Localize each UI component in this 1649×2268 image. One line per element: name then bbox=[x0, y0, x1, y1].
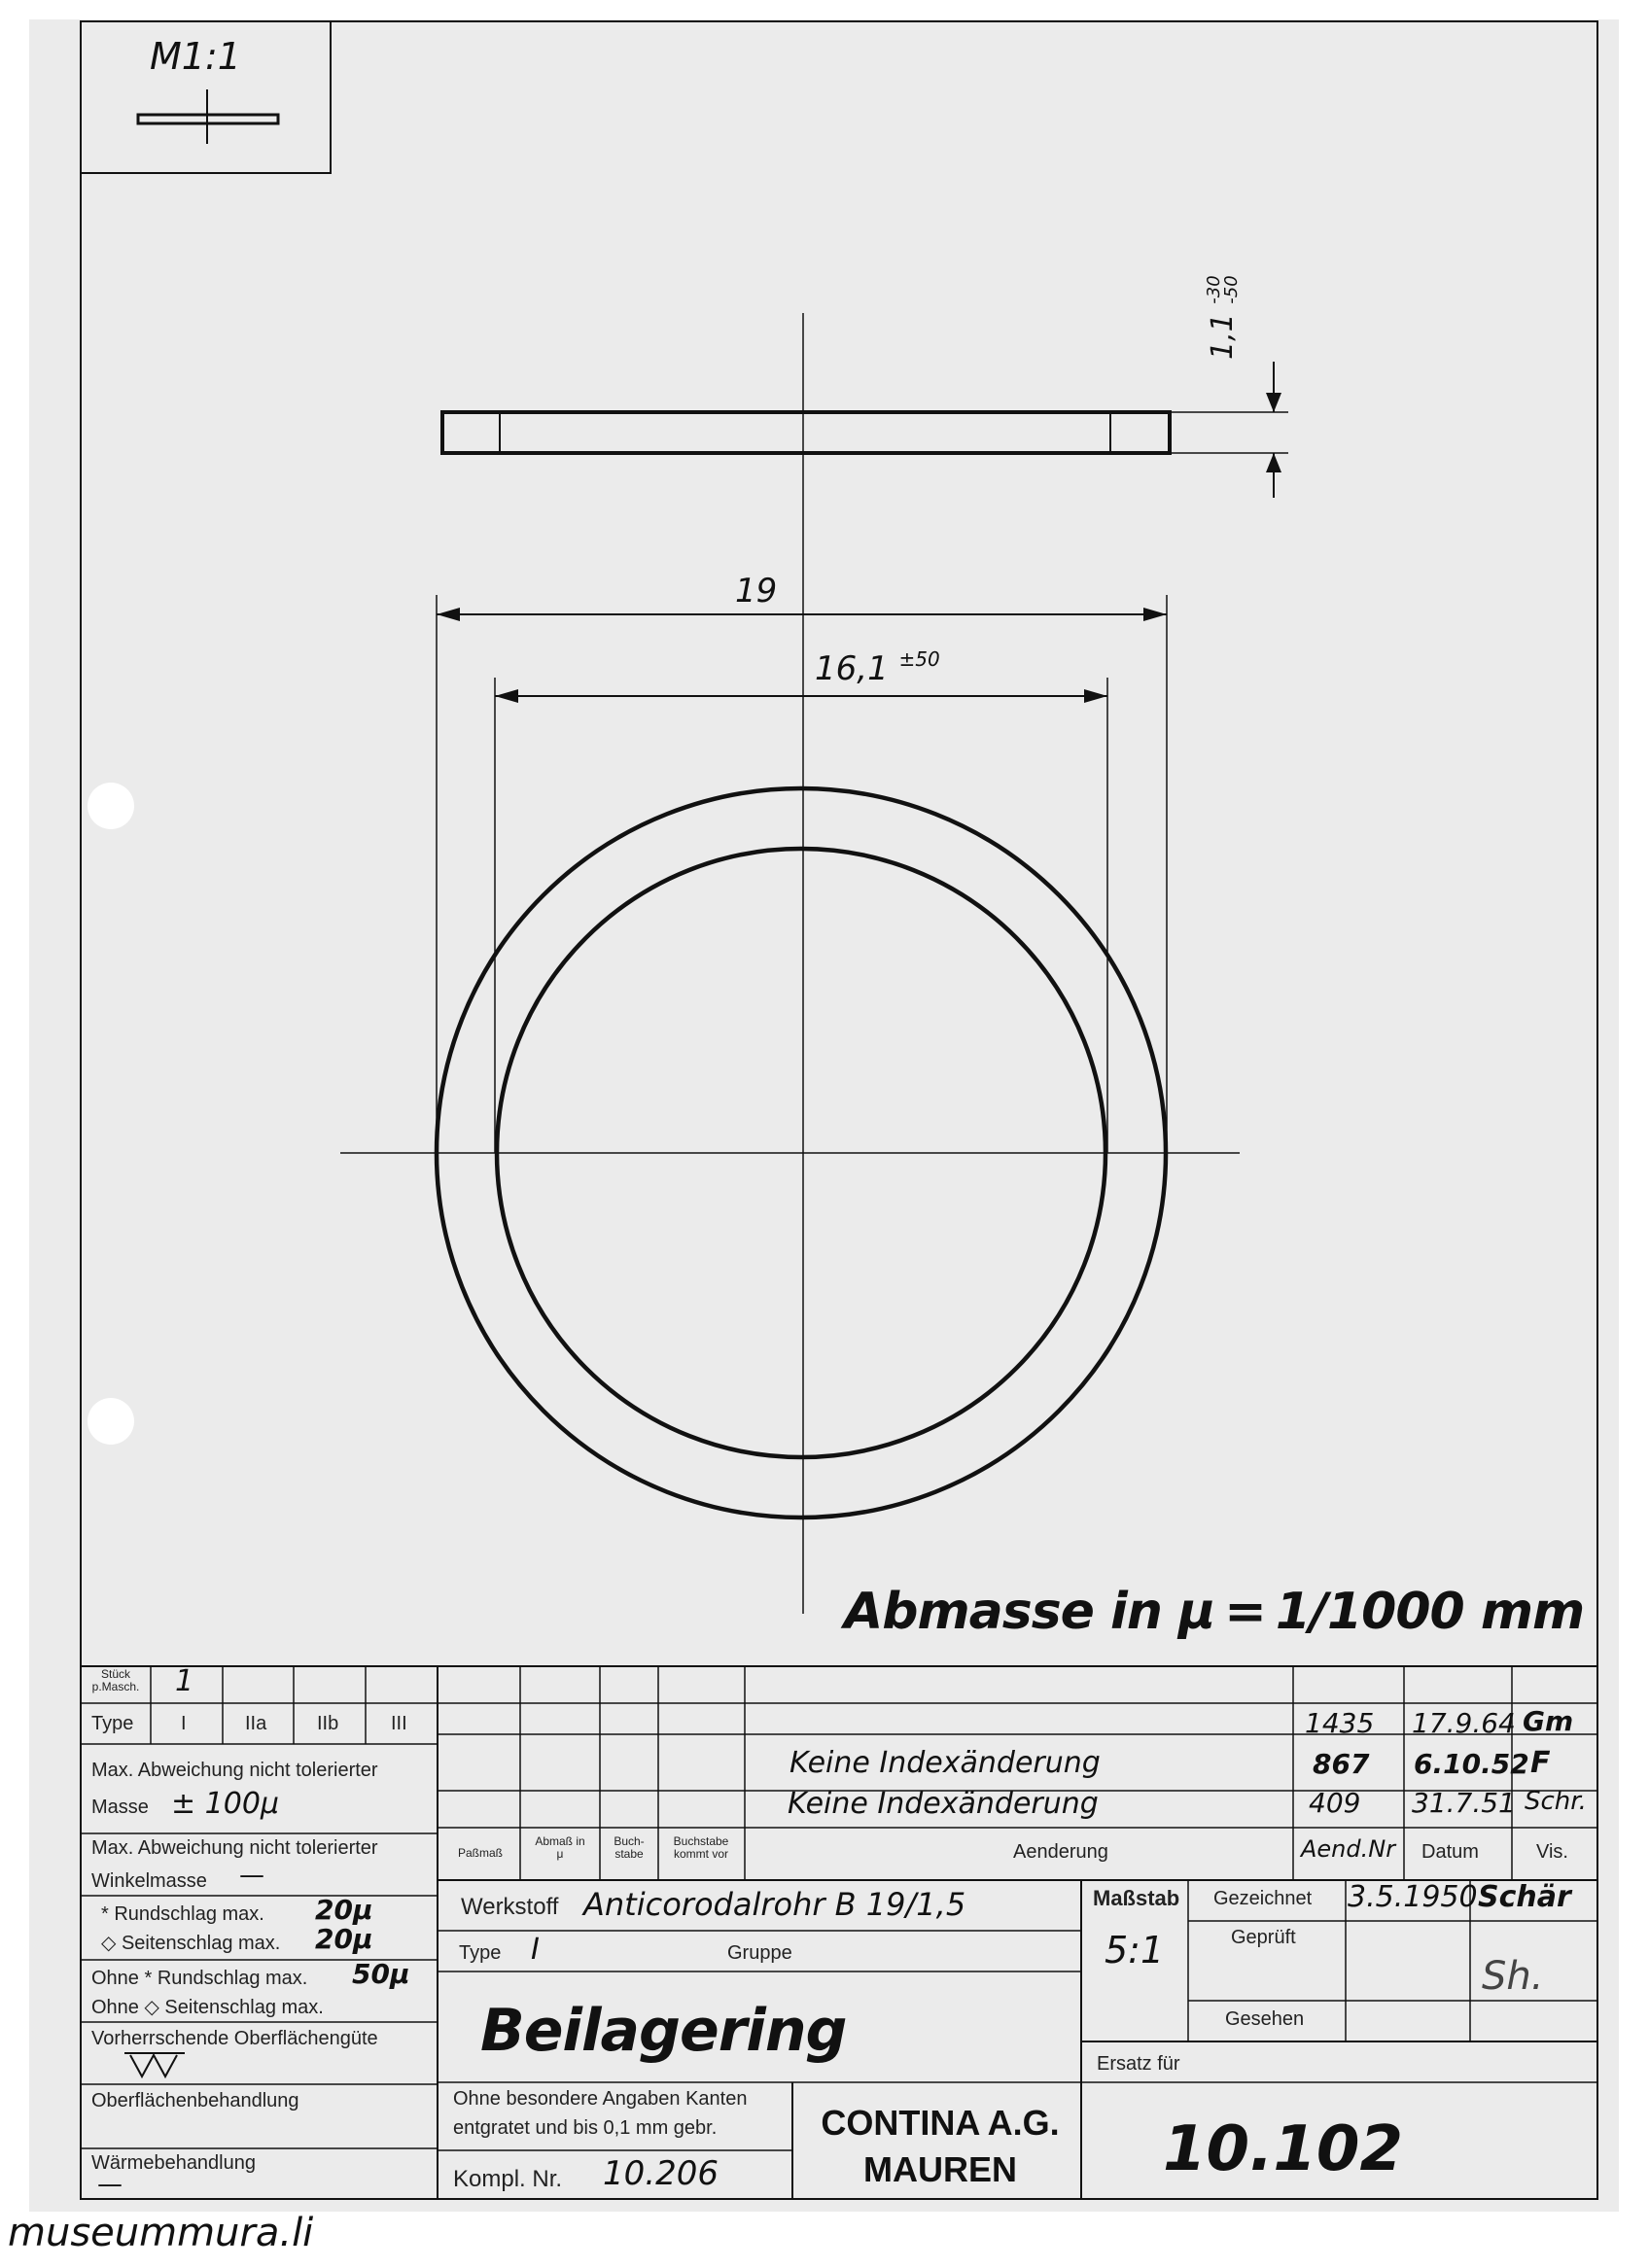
header-passmass: Paßmaß bbox=[457, 1846, 503, 1860]
masse-label: Masse bbox=[91, 1797, 149, 1818]
change-row-1-vis: Gm bbox=[1523, 1705, 1574, 1737]
masse-value: ± 100μ bbox=[171, 1787, 280, 1821]
header-aend-nr: Aend.Nr bbox=[1301, 1835, 1396, 1863]
gezeichnet-date: 3.5.1950 bbox=[1348, 1880, 1478, 1914]
watermark: museummura.li bbox=[8, 2211, 314, 2255]
scale-box-label: M1:1 bbox=[150, 35, 241, 78]
massstab-label: Maßstab bbox=[1093, 1886, 1180, 1910]
thickness-tol-upper: -30 bbox=[1204, 275, 1224, 304]
gezeichnet-label: Gezeichnet bbox=[1213, 1888, 1313, 1909]
units-fraction: 1/1000 mm bbox=[1275, 1583, 1585, 1641]
company-name bbox=[819, 2100, 1062, 2193]
change-row-1-date: 17.9.64 bbox=[1412, 1707, 1516, 1739]
oberflaechen-label: Vorherrschende Oberflächengüte bbox=[91, 2028, 378, 2049]
seitenschlag-value: 20μ bbox=[315, 1923, 373, 1955]
rundschlag-label: * Rundschlag max. bbox=[101, 1903, 264, 1925]
massstab-value: 5:1 bbox=[1105, 1929, 1165, 1971]
thickness-value: 1,1 bbox=[1206, 313, 1240, 360]
change-row-1-nr: 1435 bbox=[1305, 1707, 1375, 1739]
change-row-3-text: Keine Indexänderung bbox=[788, 1787, 1099, 1821]
kompl-value: 10.206 bbox=[603, 2154, 719, 2193]
winkel-value: — bbox=[239, 1861, 264, 1890]
outer-diameter-dim: 19 bbox=[735, 572, 778, 611]
change-row-2-text: Keine Indexänderung bbox=[789, 1746, 1101, 1780]
change-row-2-nr: 867 bbox=[1313, 1748, 1370, 1780]
stueck-value: 1 bbox=[175, 1664, 194, 1698]
part-name: Beilagering bbox=[480, 1997, 847, 2065]
change-row-2-date: 6.10.52 bbox=[1414, 1748, 1529, 1780]
type-col-2: IIa bbox=[245, 1713, 267, 1734]
abw-masse-label: Max. Abweichung nicht tolerierter bbox=[91, 1760, 378, 1781]
units-mu: μ bbox=[1177, 1583, 1215, 1641]
waerme-value: — bbox=[97, 2170, 123, 2199]
behandlung-label: Oberflächenbehandlung bbox=[91, 2090, 299, 2111]
units-note bbox=[844, 1583, 1584, 1641]
type-col-1: I bbox=[181, 1713, 187, 1734]
thickness-dimension bbox=[1206, 275, 1241, 360]
ohne-seitenschlag-label: Ohne ◇ Seitenschlag max. bbox=[91, 1997, 324, 2018]
inner-diameter-dim bbox=[815, 647, 940, 688]
type-col-3: IIb bbox=[317, 1713, 339, 1734]
geprueft-label: Geprüft bbox=[1231, 1927, 1296, 1948]
werkstoff-label: Werkstoff bbox=[461, 1894, 559, 1920]
gezeichnet-sign: Schär bbox=[1478, 1880, 1571, 1914]
type-field-label: Type bbox=[459, 1942, 502, 1964]
gesehen-label: Gesehen bbox=[1225, 2008, 1305, 2030]
units-equals: = bbox=[1224, 1583, 1266, 1641]
change-row-3-date: 31.7.51 bbox=[1412, 1787, 1516, 1819]
type-label: Type bbox=[91, 1713, 134, 1734]
kanten-line-1: Ohne besondere Angaben Kanten bbox=[453, 2088, 748, 2110]
header-buchstabe-vor: Buchstabe kommt vor bbox=[673, 1834, 729, 1861]
change-row-3-nr: 409 bbox=[1309, 1787, 1361, 1819]
stueck-label: Stück p.Masch. bbox=[91, 1667, 140, 1693]
inner-diameter-tol: ±50 bbox=[898, 647, 940, 671]
kompl-label: Kompl. Nr. bbox=[453, 2166, 563, 2192]
header-buchstabe: Buch- stabe bbox=[614, 1834, 645, 1861]
ersatz-label: Ersatz für bbox=[1097, 2053, 1180, 2075]
waerme-label: Wärmebehandlung bbox=[91, 2152, 256, 2174]
header-vis: Vis. bbox=[1536, 1841, 1568, 1863]
thickness-tol-lower: -50 bbox=[1221, 275, 1242, 304]
abw-winkel-label: Max. Abweichung nicht tolerierter bbox=[91, 1837, 378, 1859]
kanten-line-2: entgratet und bis 0,1 mm gebr. bbox=[453, 2117, 718, 2139]
surface-finish-symbol bbox=[124, 2053, 185, 2076]
geprueft-sign: Sh. bbox=[1482, 1954, 1544, 1999]
ohne-rundschlag-label: Ohne * Rundschlag max. bbox=[91, 1968, 308, 1989]
change-row-2-vis: F bbox=[1530, 1746, 1551, 1780]
header-aenderung: Aenderung bbox=[1013, 1841, 1108, 1863]
winkel-label: Winkelmasse bbox=[91, 1870, 207, 1892]
company-line-2: MAUREN bbox=[863, 2149, 1017, 2189]
type-field-value: I bbox=[531, 1933, 540, 1967]
header-abmass: Abmaß in μ bbox=[535, 1834, 585, 1861]
change-row-3-vis: Schr. bbox=[1525, 1787, 1587, 1816]
werkstoff-value: Anticorodalrohr B 19/1,5 bbox=[583, 1886, 966, 1923]
ohne-rundschlag-value: 50μ bbox=[352, 1958, 410, 1990]
inner-diameter-value: 16,1 bbox=[815, 649, 889, 688]
header-datum: Datum bbox=[1421, 1841, 1479, 1863]
units-prefix: Abmasse in bbox=[844, 1583, 1178, 1641]
company-line-1: CONTINA A.G. bbox=[821, 2103, 1060, 2143]
type-col-4: III bbox=[391, 1713, 407, 1734]
drawing-number: 10.102 bbox=[1163, 2113, 1403, 2185]
rundschlag-value: 20μ bbox=[315, 1894, 373, 1926]
seitenschlag-label: ◇ Seitenschlag max. bbox=[101, 1933, 281, 1954]
gruppe-label: Gruppe bbox=[727, 1942, 792, 1964]
